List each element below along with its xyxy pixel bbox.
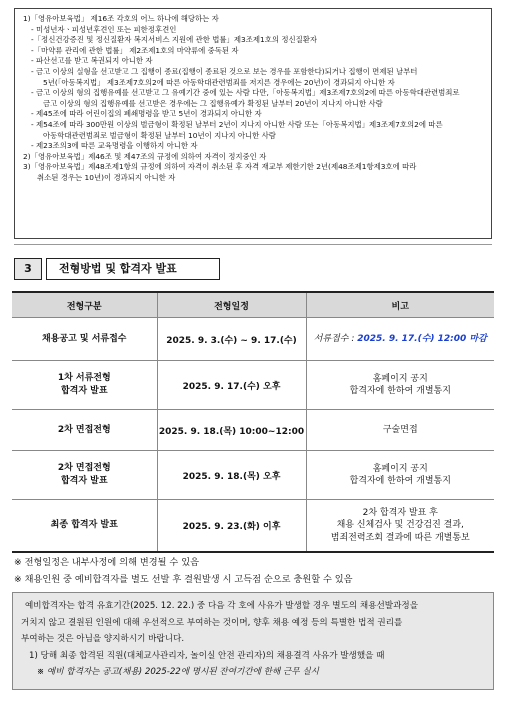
date-cell: 2025. 9. 23.(화) 이후 xyxy=(157,500,306,552)
reserve-candidate-box xyxy=(12,592,494,690)
eligibility-line: - 미성년자ㆍ피성년후견인 또는 피한정후견인 xyxy=(31,24,177,34)
column-header: 전형일정 xyxy=(157,292,306,318)
note-label xyxy=(314,334,487,344)
eligibility-line: 취소된 경우는 10년)이 경과되지 아니한 자 xyxy=(37,172,176,182)
column-header: 비고 xyxy=(306,292,494,318)
date-cell: 2025. 9. 18.(목) 10:00~12:00 xyxy=(157,410,306,451)
schedule-table xyxy=(12,291,494,553)
eligibility-line: -「정신건강증진 및 정신질환자 복지서비스 지원에 관한 법률」제3조제1호의 정신질환자 xyxy=(31,35,318,45)
date-cell: 2025. 9. 3.(수) ~ 9. 17.(수) xyxy=(157,318,306,361)
date-cell: 2025. 9. 18.(목) 오후 xyxy=(157,451,306,500)
eligibility-box xyxy=(14,8,492,239)
eligibility-line: -「마약류 관리에 관한 법률」 제2조제1호의 마약류에 중독된 자 xyxy=(31,45,239,55)
table-row xyxy=(12,361,494,410)
reserve-text: 부여하는 것은 아님을 양지하시기 바랍니다. xyxy=(21,634,185,644)
section-title: 전형방법 및 합격자 발표 xyxy=(46,258,220,280)
table-row xyxy=(12,318,494,361)
divider xyxy=(14,244,492,245)
reserve-text: 거치지 않고 결원된 인원에 대해 우선적으로 부여하는 것이며, 향후 채용 예정 등의 특별한 법적 권리를 xyxy=(21,617,403,628)
note-cell xyxy=(306,451,494,500)
stage-cell xyxy=(12,318,157,361)
note-line: 홈페이지 공지 xyxy=(372,463,428,474)
schedule-note: ※ 전형일정은 내부사정에 의해 변경될 수 있음 xyxy=(14,557,199,568)
stage-label: 2차 면접전형 xyxy=(57,424,111,435)
stage-label: 합격자 발표 xyxy=(60,386,108,396)
eligibility-line: 2)「영유아보육법」제46조 및 제47조의 규정에 의하여 자격이 정지중인 자 xyxy=(23,151,267,161)
stage-label: 합격자 발표 xyxy=(60,476,108,486)
eligibility-line: - 금고 이상의 실형을 선고받고 그 집행이 종료(집행이 종료된 것으로 보는 경우를 포함한다)되거나 집행이 면제된 날부터 xyxy=(31,66,418,76)
note-line: 합격자에 한하여 개별통지 xyxy=(349,386,451,396)
stage-label: 최종 합격자 발표 xyxy=(50,519,118,530)
eligibility-line: 아동학대관련범죄로 벌금형이 확정된 날부터 10년이 지나지 아니한 사람 xyxy=(43,130,276,140)
eligibility-line: - 파산선고를 받고 복권되지 아니한 자 xyxy=(31,56,153,66)
table-row xyxy=(12,410,494,451)
eligibility-line: 5년(「아동복지법」 제3조제7호의2에 따른 아동학대관련범죄를 저지른 경우에는 20년)이 경과되지 아니한 자 xyxy=(43,77,395,87)
note-prefix: 서류접수 : xyxy=(313,333,358,344)
eligibility-line: - 제54조에 따라 300만원 이상의 벌금형이 확정된 날부터 2년이 지나지 아니한 사람 또는「아동복지법」제3조제7호의2에 따른 xyxy=(31,119,443,129)
note-line: 채용 신체검사 및 건강검진 결과, xyxy=(336,520,464,530)
note-cell xyxy=(306,361,494,410)
stage-cell xyxy=(12,410,157,451)
deadline-highlight: 2025. 9. 17.(수) 12:00 마감 xyxy=(357,333,487,344)
table-row xyxy=(12,500,494,552)
table-header-row xyxy=(12,292,494,318)
note-cell xyxy=(306,500,494,552)
eligibility-line: - 금고 이상의 형의 집행유예를 선고받고 그 유예기간 중에 있는 사람 다만,「아동복지법」제3조제7호의2에 따른 아동학대관련범죄로 xyxy=(31,88,460,98)
stage-cell xyxy=(12,451,157,500)
eligibility-line: - 제23조의3에 따른 교육명령을 이행하지 아니한 자 xyxy=(31,141,198,151)
eligibility-line: - 제45조에 따라 어린이집의 폐쇄명령을 받고 5년이 경과되지 아니한 자 xyxy=(31,109,262,119)
note-cell xyxy=(306,410,494,451)
note-line: 합격자에 한하여 개별통지 xyxy=(349,476,451,486)
reserve-remark: ※ 예비 합격자는 공고(채용) 2025-22에 명시된 잔여기간에 한해 근무 실시 xyxy=(37,667,319,677)
stage-label: 채용공고 및 서류접수 xyxy=(41,333,127,344)
stage-cell xyxy=(12,361,157,410)
eligibility-line: 금고 이상의 형의 집행유예를 선고받은 경우에는 그 집행유예가 확정된 날부터 20년이 지나지 아니한 사람 xyxy=(43,98,383,108)
date-cell: 2025. 9. 17.(수) 오후 xyxy=(157,361,306,410)
note-line: 홈페이지 공지 xyxy=(372,373,428,384)
eligibility-line: 3)「영유아보육법」제48조제1항의 규정에 의하여 자격이 취소된 후 자격 재교부 제한기한 2년(제48조제1항제3호에 따라 xyxy=(23,162,417,172)
note-cell xyxy=(306,318,494,361)
reserve-text: 예비합격자는 합격 유효기간(2025. 12. 22.) 중 다음 각 호에 사유가 발생할 경우 별도의 채용선발과정을 xyxy=(25,601,419,611)
column-header: 전형구분 xyxy=(12,292,157,318)
eligibility-line: 1)「영유아보육법」 제16조 각호의 어느 하나에 해당하는 자 xyxy=(23,14,219,23)
table-row xyxy=(12,451,494,500)
schedule-note: ※ 채용인원 중 예비합격자를 별도 선발 후 결원발생 시 고득점 순으로 충원할 수 있음 xyxy=(14,574,353,585)
stage-cell xyxy=(12,500,157,552)
note-line: 범죄전력조회 결과에 따른 개별통보 xyxy=(330,532,470,543)
note-line: 2차 합격자 발표 후 xyxy=(362,507,438,518)
stage-label: 2차 면접전형 xyxy=(57,463,111,473)
stage-label: 1차 서류전형 xyxy=(57,373,111,383)
reserve-item: 1) 당해 최종 합격된 직원(대체교사관리자, 놀이실 안전 관리자)의 채용결격 사유가 발생했을 때 xyxy=(29,650,385,661)
section-number: 3 xyxy=(14,258,42,280)
note-line: 구술면접 xyxy=(382,424,418,435)
